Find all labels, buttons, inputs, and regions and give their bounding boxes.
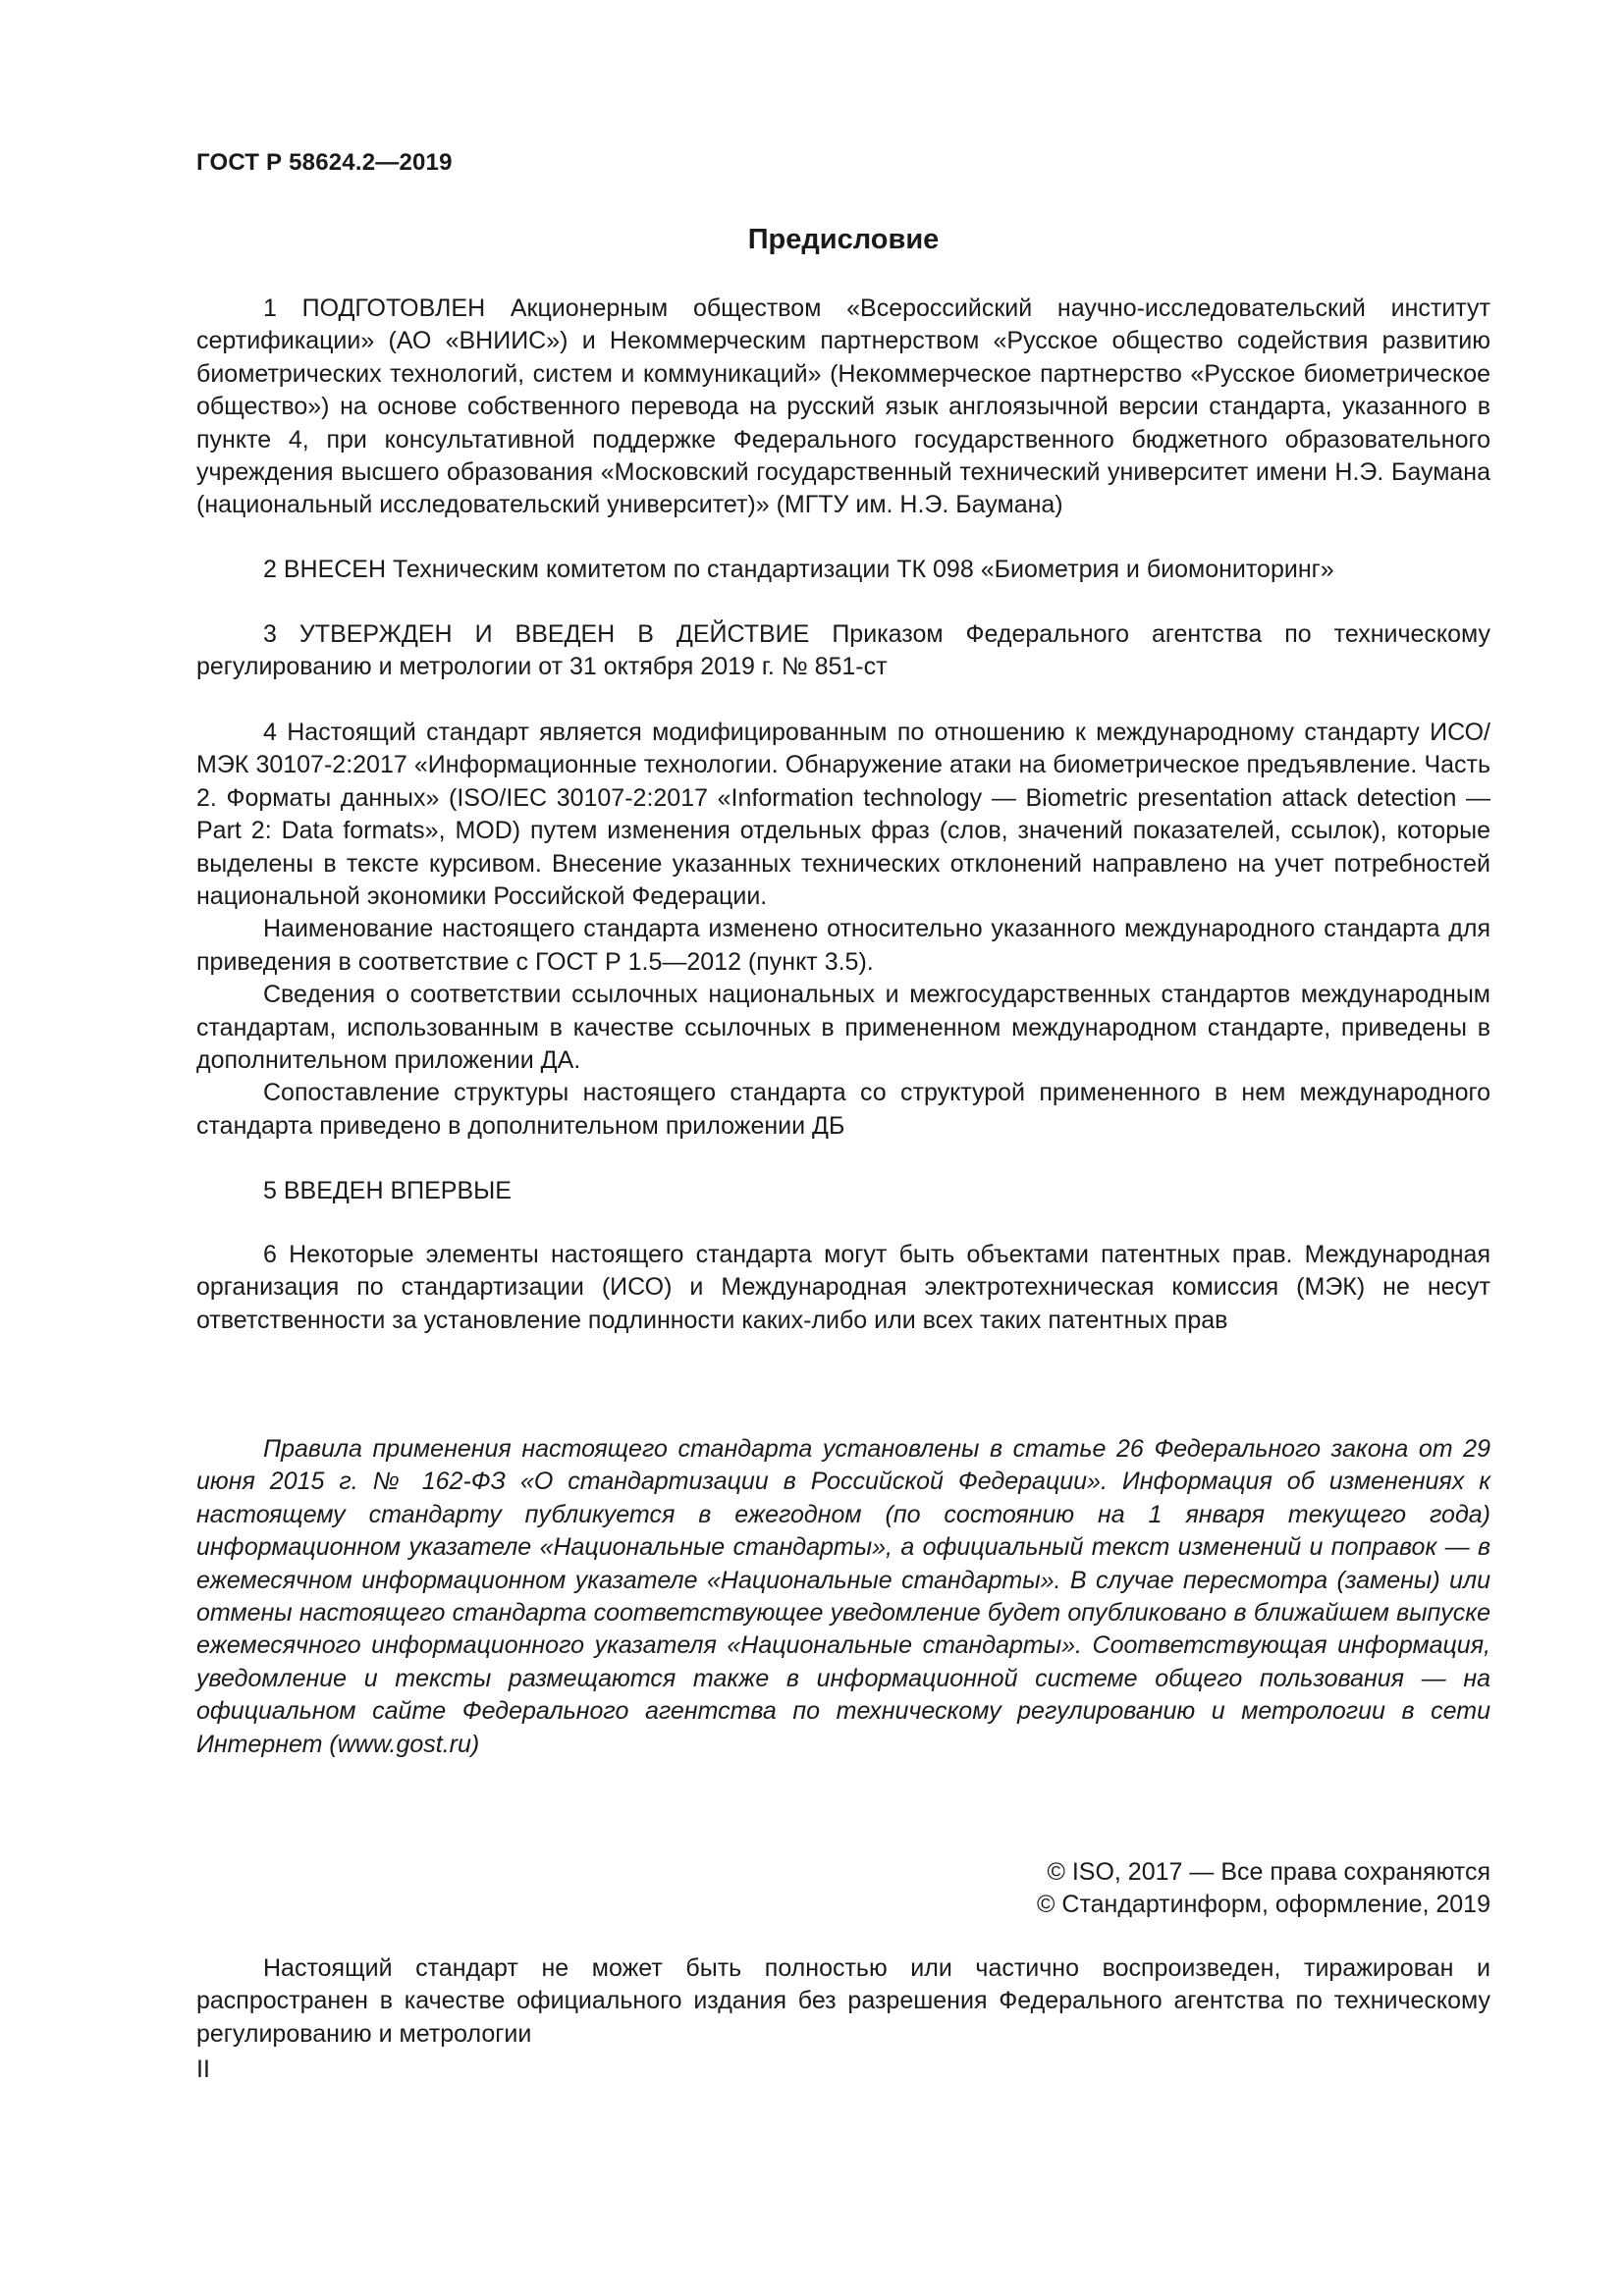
section-4-paragraph-2: Наименование настоящего стандарта изменено относительно указанного международного стандарта для приведения в соответствие с ГОСТ Р 1.5—2012 (пункт 3.5). <box>196 915 1490 976</box>
section-4-paragraph-3: Сведения о соответствии ссылочных национальных и межгосударственных стандартов международным стандартам, использованным в качестве ссылочных в примененном международном стандарте, приведены в дополнительном приложении ДА. <box>196 981 1490 1075</box>
section-4-paragraph-4: Сопоставление структуры настоящего стандарта со структурой примененного в нем международного стандарта приведено в дополнительном приложении ДБ <box>196 1079 1490 1140</box>
section-1-text: 1 ПОДГОТОВЛЕН Акционерным обществом «Всероссийский научно-исследовательский институт сертификации» (АО «ВНИИС») и Некоммерческим партнерством «Русское общество содействия развитию биометрических технологий, систем и коммуникаций» (Некоммерческое партнерство «Русское биометрическое общество») на основе собственного перевода на русский язык англоязычной версии стандарта, указанного в пункте 4, при консультативной поддержке Федерального государственного бюджетного образовательного учреждения высшего образования «Московский государственный технический университет имени Н.Э. Баумана (национальный исследовательский университет)» (МГТУ им. Н.Э. Баумана) <box>196 294 1490 519</box>
section-2-text: 2 ВНЕСЕН Техническим комитетом по стандартизации ТК 098 «Биометрия и биомониторинг» <box>263 556 1334 583</box>
document-page <box>196 0 1490 2296</box>
section-1 <box>196 293 1490 522</box>
section-4-paragraph-1: 4 Настоящий стандарт является модифицированным по отношению к международному стандарту ИСО/МЭК 30107-2:2017 «Информационные технологии. Обнаружение атаки на биометрическое предъявление. Часть 2. Форматы данных» (ISO/IEC 30107-2:2017 «Information technology — Biometric presentation attack detection — Part 2: Data formats», MOD) путем изменения отдельных фраз (слов, значений показателей, ссылок), которые выделены в тексте курсивом. Внесение указанных технических отклонений направлено на учет потребностей национальной экономики Российской Федерации. <box>196 719 1490 911</box>
section-5-text: 5 ВВЕДЕН ВПЕРВЫЕ <box>263 1177 512 1204</box>
application-rules-text: Правила применения настоящего стандарта установлены в статье 26 Федерального закона от 29 июня 2015 г. № 162-ФЗ «О стандартизации в Российской Федерации». Информация об изменениях к настоящему стандарту публикуется в ежегодном (по состоянию на 1 января текущего года) информационном указателе «Национальные стандарты», а официальный текст изменений и поправок — в ежемесячном информационном указателе «Национальные стандарты». В случае пересмотра (замены) или отмены настоящего стандарта соответствующее уведомление будет опубликовано в ближайшем выпуске ежемесячного информационного указателя «Национальные стандарты». Соответствующая информация, уведомление и тексты размещаются также в информационной системе общего пользования — на официальном сайте Федерального агентства по техническому регулированию и метрологии в сети Интернет (www.gost.ru) <box>196 1435 1490 1758</box>
reproduction-notice <box>196 1952 1490 2051</box>
reproduction-notice-text: Настоящий стандарт не может быть полностью или частично воспроизведен, тиражирован и распространен в качестве официального издания без разрешения Федерального агентства по техническому регулированию и метрологии <box>196 1954 1490 2048</box>
copyright-block <box>1037 1856 1490 1922</box>
section-2 <box>196 554 1490 586</box>
section-4 <box>196 717 1490 1143</box>
section-3-text: 3 УТВЕРЖДЕН И ВВЕДЕН В ДЕЙСТВИЕ Приказом Федерального агентства по техническому регулированию и метрологии от 31 октября 2019 г. № 851-ст <box>196 620 1490 681</box>
section-6-text: 6 Некоторые элементы настоящего стандарта могут быть объектами патентных прав. Международная организация по стандартизации (ИСО) и Международная электротехническая комиссия (МЭК) не несут ответственности за установление подлинности каких-либо или всех таких патентных прав <box>196 1241 1490 1334</box>
page-title: Предисловие <box>747 224 940 255</box>
copyright-iso: © ISO, 2017 — Все права сохраняются <box>1047 1858 1490 1886</box>
document-code: ГОСТ Р 58624.2—2019 <box>196 149 453 176</box>
section-6 <box>196 1239 1490 1337</box>
page-number: II <box>196 2056 210 2083</box>
application-rules-block <box>196 1433 1490 1761</box>
section-5 <box>196 1175 1490 1207</box>
copyright-standartinform: © Стандартинформ, оформление, 2019 <box>1037 1891 1490 1919</box>
section-3 <box>196 618 1490 684</box>
